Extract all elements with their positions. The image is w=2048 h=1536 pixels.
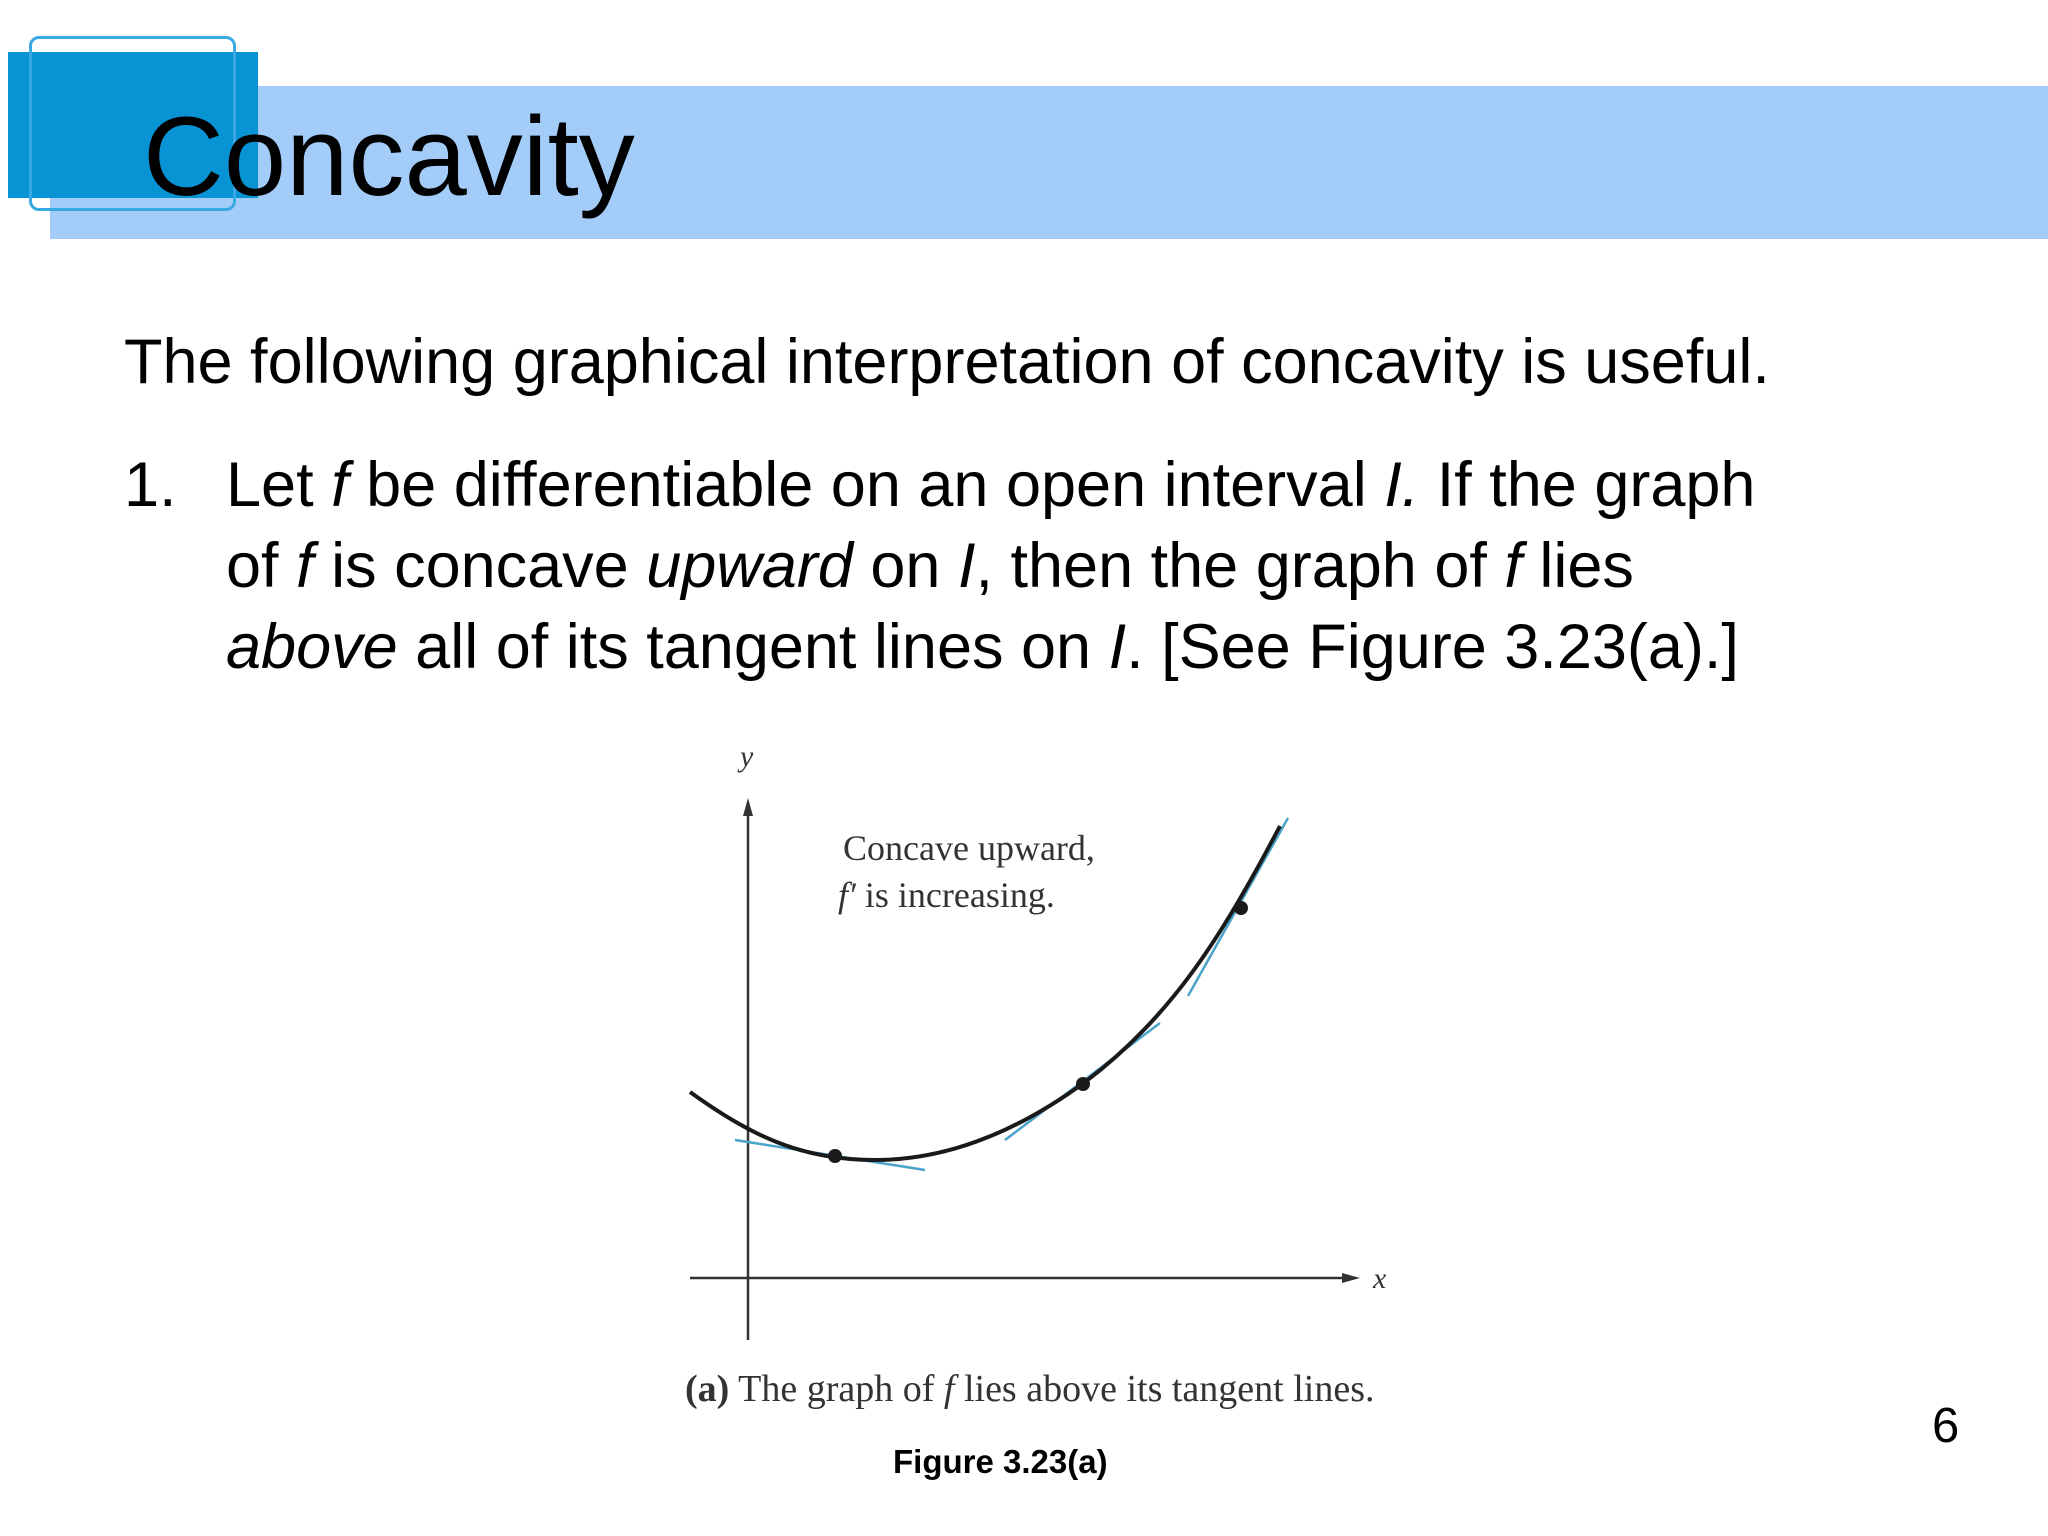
list-item-line-1: Let f be differentiable on an open interval I. If the graph: [226, 450, 1756, 520]
figure-caption: (a) The graph of f lies above its tangent lines.: [685, 1368, 1375, 1410]
annotation-concave-upward: Concave upward,: [843, 828, 1095, 868]
tangent-point-3: [1234, 901, 1248, 915]
list-item-line-3: above all of its tangent lines on I. [See Figure 3.23(a).]: [226, 612, 1739, 682]
annotation-f-prime-increasing: f′ is increasing.: [838, 875, 1055, 915]
y-axis-arrow: [743, 798, 753, 816]
intro-text: The following graphical interpretation of concavity is useful.: [124, 327, 1770, 397]
figure-label: Figure 3.23(a): [893, 1443, 1108, 1480]
list-item-line-2: of f is concave upward on I, then the graph of f lies: [226, 531, 1634, 601]
figure-concave-upward: [680, 740, 1440, 1420]
page-number: 6: [1932, 1399, 1960, 1453]
figure-graph: [680, 740, 1440, 1360]
tangent-point-1: [828, 1149, 842, 1163]
list-item-text: [226, 445, 1986, 688]
y-axis-label: y: [740, 740, 754, 773]
tangent-point-2: [1076, 1077, 1090, 1091]
x-axis-arrow: [1342, 1273, 1360, 1283]
slide-title: Concavity: [143, 94, 635, 219]
x-axis-label: x: [1373, 1262, 1387, 1295]
list-item-number: 1.: [124, 450, 177, 520]
